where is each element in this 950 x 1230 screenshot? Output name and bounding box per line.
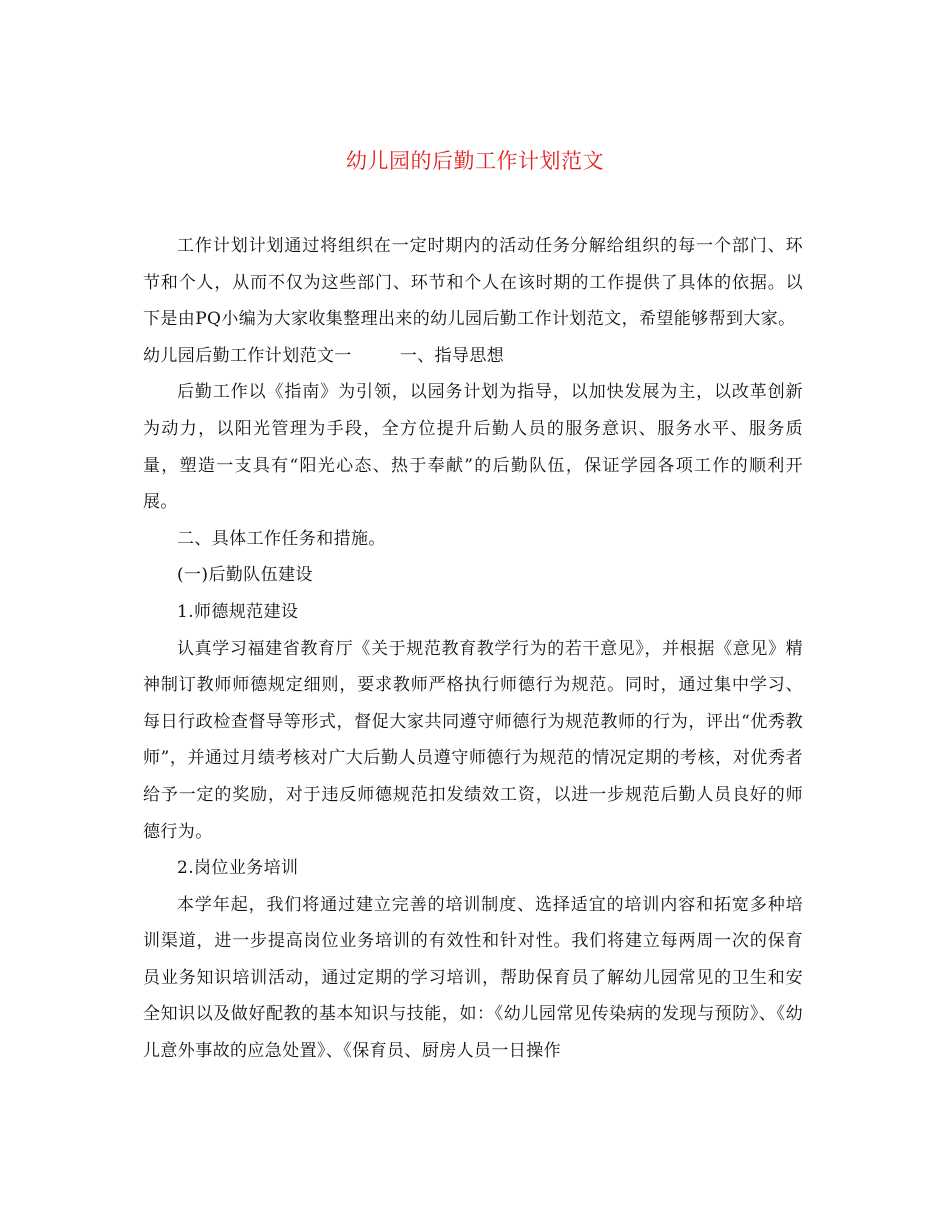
- heading-tasks: 二、具体工作任务和措施。: [177, 528, 386, 549]
- ethics-paragraph: 认真学习福建省教育厅《关于规范教育教学行为的若干意见》，并根据《意见》精神制订教师师德规定细则，要求教师严格执行师德行为规范。同时，通过集中学习、每日行政检查督导等形式，督促大家共同遵守师德行为规范教师的行为，评出“优秀教师”，并通过月绩考核对广大后勤人员遵守师德行为规范的情况定期的考核，对优秀者给予一定的奖励，对于违反师德规范扣发绩效工资，以进一步规范后勤人员良好的师德行为。: [143, 638, 803, 842]
- intro-paragraph: 工作计划计划通过将组织在一定时期内的活动任务分解给组织的每一个部门、环节和个人，从而不仅为这些部门、环节和个人在该时期的工作提供了具体的依据。以下是由PQ小编为大家收集整理出来的幼儿园后勤工作计划范文，希望能够帮到大家。: [143, 236, 803, 330]
- document-title: 幼儿园的后勤工作计划范文: [346, 149, 604, 173]
- training-paragraph: 本学年起，我们将通过建立完善的培训制度、选择适宜的培训内容和拓宽多种培训渠道，进一步提高岗位业务培训的有效性和针对性。我们将建立每两周一次的保育员业务知识培训活动，通过定期的学习培训，帮助保育员了解幼儿园常见的卫生和安全知识以及做好配教的基本知识与技能，如：《幼儿园常见传染病的发现与预防》、《幼儿意外事故的应急处置》、《保育员、厨房人员一日操作: [143, 894, 803, 1062]
- section-label: 幼儿园后勤工作计划范文一: [143, 345, 352, 366]
- section-line: [143, 338, 803, 375]
- heading-ethics: 1.师德规范建设: [177, 601, 299, 622]
- guiding-paragraph: 后勤工作以《指南》为引领，以园务计划为指导，以加快发展为主，以改革创新为动力，以阳光管理为手段，全方位提升后勤人员的服务意识、服务水平、服务质量，塑造一支具有“阳光心态、热于奉献”的后勤队伍，保证学园各项工作的顺利开展。: [143, 382, 803, 513]
- document-body: [143, 228, 803, 1070]
- section-heading: 一、指导思想: [399, 345, 505, 366]
- heading-training: 2.岗位业务培训: [177, 858, 299, 879]
- heading-team-building: (一)后勤队伍建设: [177, 565, 313, 586]
